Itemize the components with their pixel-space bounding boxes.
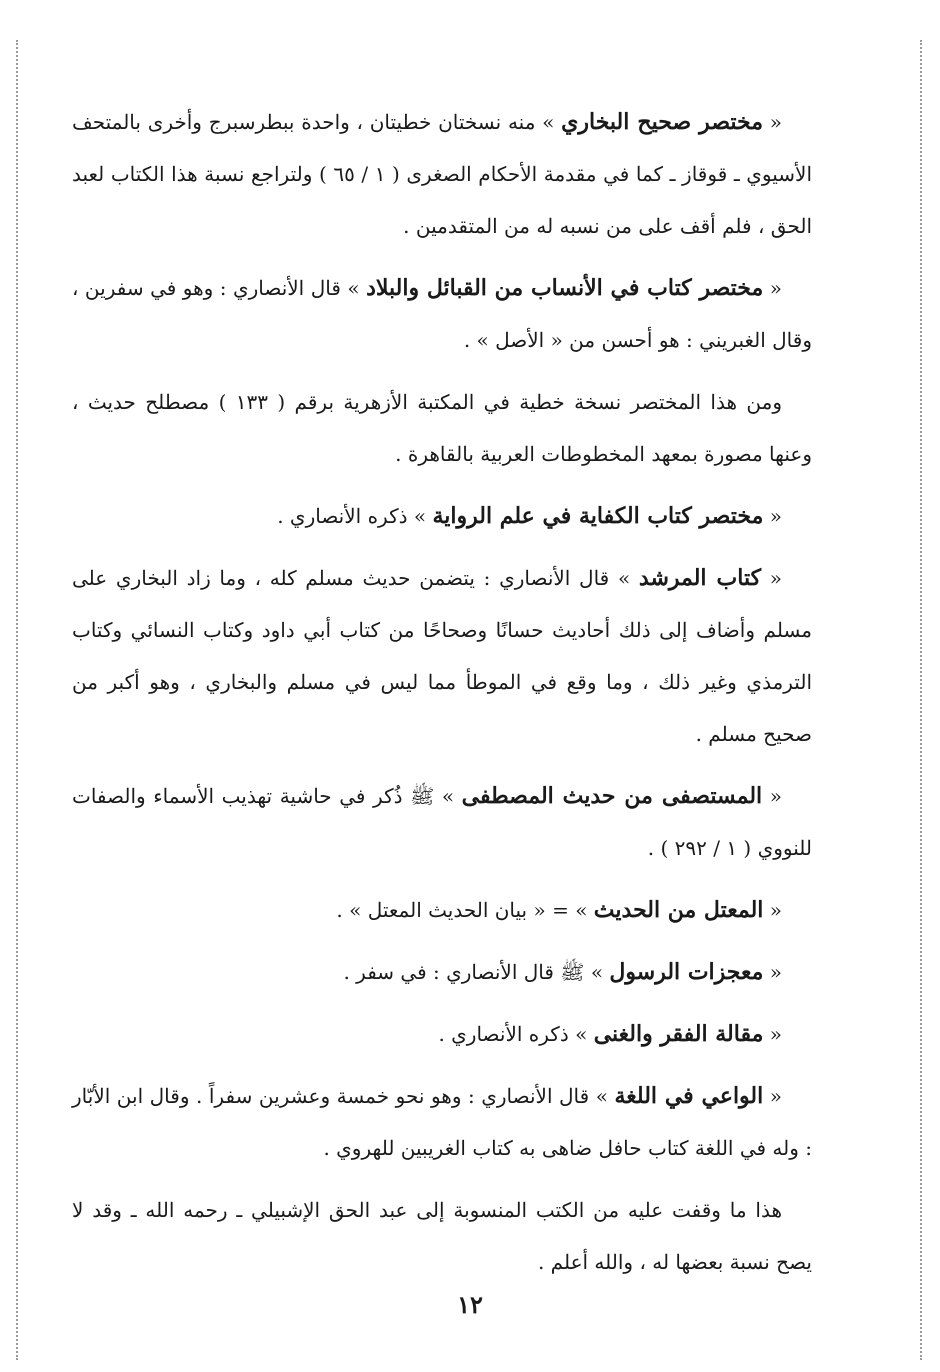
entry-body: ﷺ قال الأنصاري : في سفر . (343, 960, 585, 984)
quote-open: « (769, 566, 783, 590)
entry-title: المستصفى من حديث المصطفى (461, 783, 763, 809)
entry-paragraph (72, 262, 812, 366)
page-number: ١٢ (457, 1290, 483, 1319)
page-edge-left (16, 40, 18, 1360)
entry-paragraph (72, 552, 812, 760)
entry-paragraph (72, 946, 812, 998)
quote-open: « (769, 110, 783, 134)
quote-open: « (769, 960, 782, 984)
quote-open: « (769, 784, 782, 808)
quote-open: « (769, 1022, 782, 1046)
entry-title: مختصر كتاب في الأنساب من القبائل والبلاد (366, 275, 764, 301)
quote-close: » (413, 504, 427, 528)
entry-body: قال الأنصاري : وهو في سفرين ، وقال الغبريني : هو أحسن من « الأصل » . (72, 276, 812, 352)
quote-close: » (575, 1022, 588, 1046)
entry-body: ومن هذا المختصر نسخة خطية في المكتبة الأزهرية برقم ( ١٣٣ ) مصطلح حديث ، وعنها مصورة بمعهد المخطوطات العربية بالقاهرة . (72, 390, 812, 466)
entry-paragraph (72, 376, 812, 480)
quote-close: » (441, 784, 455, 808)
quote-close: » (575, 898, 588, 922)
body-text (72, 96, 812, 1298)
quote-open: « (769, 1084, 783, 1108)
entry-body: منه نسختان خطيتان ، واحدة ببطرسبرج وأخرى بالمتحف الأسيوي ـ قوقاز ـ كما في مقدمة الأحكام الصغرى ( ١ / ٦٥ ) ولتراجع نسبة هذا الكتاب لعبد الحق ، فلم أقف على من نسبه له من المتقدمين . (72, 110, 813, 238)
entry-title: مختصر صحيح البخاري (561, 109, 764, 135)
entry-body: ﷺ ذُكر في حاشية تهذيب الأسماء والصفات للنووي ( ١ / ٢٩٢ ) . (72, 784, 812, 860)
entry-title: مختصر كتاب الكفاية في علم الرواية (432, 503, 764, 529)
quote-open: « (769, 276, 783, 300)
entry-paragraph (72, 490, 812, 542)
entry-title: كتاب المرشد (638, 565, 762, 591)
quote-close: » (617, 566, 631, 590)
entry-paragraph (72, 1008, 812, 1060)
entry-paragraph (72, 1070, 812, 1174)
entry-title: مقالة الفقر والغنى (593, 1021, 764, 1047)
entry-paragraph (72, 770, 812, 874)
quote-close: » (347, 276, 360, 300)
entry-title: المعتل من الحديث (593, 897, 764, 923)
quote-open: « (769, 504, 782, 528)
entry-title: معجزات الرسول (609, 959, 764, 985)
entry-body: ذكره الأنصاري . (277, 504, 408, 528)
entry-body: قال الأنصاري : وهو نحو خمسة وعشرين سفراً . وقال ابن الأبّار : وله في اللغة كتاب حافل ضاهى به كتاب الغريبين للهروي . (72, 1084, 812, 1160)
quote-open: « (769, 898, 782, 922)
quote-close: » (590, 960, 604, 984)
entry-paragraph (72, 96, 812, 252)
entry-body: قال الأنصاري : يتضمن حديث مسلم كله ، وما زاد البخاري على مسلم وأضاف إلى ذلك أحاديث حسانًا وصحاحًا من كتاب أبي داود وكتاب النسائي وكتاب الترمذي وغير ذلك ، وما وقع في الموطأ مما ليس في مسلم والبخاري ، وهو أكبر من صحيح مسلم . (72, 566, 812, 746)
entry-body: = « بيان الحديث المعتل » . (336, 898, 569, 922)
quote-close: » (595, 1084, 608, 1108)
entry-paragraph (72, 884, 812, 936)
entry-title: الواعي في اللغة (614, 1083, 764, 1109)
entry-body: ذكره الأنصاري . (438, 1022, 569, 1046)
closing-paragraph: هذا ما وقفت عليه من الكتب المنسوبة إلى عبد الحق الإشبيلي ـ رحمه الله ـ وقد لا يصح نسبة بعضها له ، والله أعلم . (72, 1198, 812, 1274)
page-edge-right (920, 40, 922, 1360)
quote-close: » (542, 110, 555, 134)
